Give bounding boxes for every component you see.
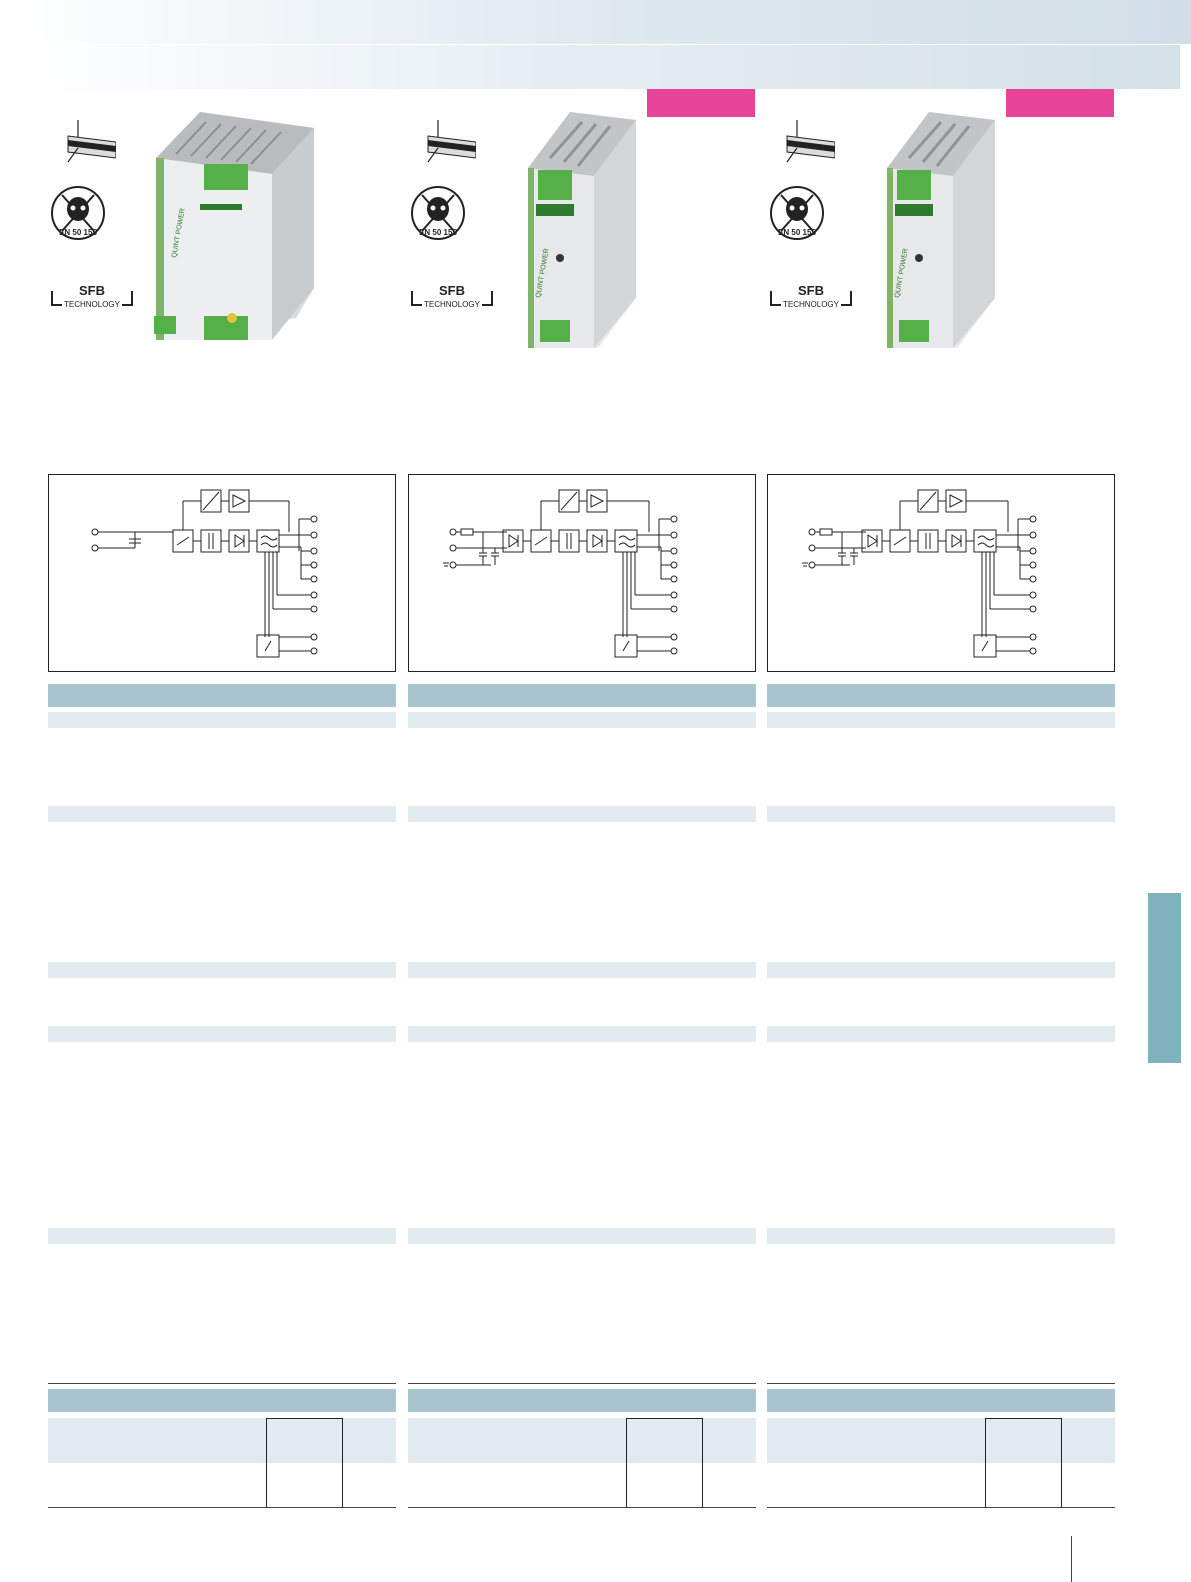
ordering-data-header: [48, 1389, 396, 1412]
section-divider: [767, 1383, 1115, 1384]
product-column-3: [767, 0, 1117, 1582]
spec-subheader-efficiency: [408, 962, 756, 978]
en-50155-label: EN 50 155: [419, 228, 457, 237]
spec-subheader-output: [408, 806, 756, 822]
section-divider: [48, 1383, 396, 1384]
spec-subheader-general: [767, 1026, 1115, 1042]
spec-subheader-approvals: [767, 1228, 1115, 1244]
new-badge: [1006, 89, 1114, 117]
ordering-table-bottom-rule: [48, 1507, 396, 1508]
ordering-data-header: [408, 1389, 756, 1412]
en-50155-label: EN 50 155: [59, 228, 97, 237]
spec-subheader-efficiency: [767, 962, 1115, 978]
spec-subheader-output: [767, 806, 1115, 822]
order-table-rule: [266, 1418, 342, 1419]
spec-subheader-approvals: [48, 1228, 396, 1244]
power-supply-product-image: [520, 108, 640, 359]
order-table-rule: [702, 1418, 703, 1508]
order-table-rule: [1061, 1418, 1062, 1508]
spec-subheader-input: [767, 712, 1115, 728]
spec-subheader-general: [408, 1026, 756, 1042]
ordering-data-row: [767, 1418, 1115, 1463]
sfb-label: SFB: [798, 283, 824, 298]
order-table-rule: [342, 1418, 343, 1508]
spec-section-header: [48, 684, 396, 707]
ordering-table-bottom-rule: [408, 1507, 756, 1508]
order-table-rule: [626, 1418, 627, 1508]
ordering-data-row: [408, 1418, 756, 1463]
spec-section-header: [767, 684, 1115, 707]
power-supply-product-image: [136, 108, 316, 359]
spec-subheader-output: [48, 806, 396, 822]
product-label: QUINT POWER: [894, 247, 910, 299]
spec-subheader-efficiency: [48, 962, 396, 978]
en-50155-approval-icon: [50, 185, 106, 241]
en-50155-label: EN 50 155: [778, 228, 816, 237]
chapter-side-tab[interactable]: [1148, 893, 1181, 1063]
section-divider: [408, 1383, 756, 1384]
block-diagram: [767, 474, 1115, 672]
order-table-rule: [626, 1418, 702, 1419]
sfb-sublabel: TECHNOLOGY: [423, 300, 481, 309]
ordering-data-row: [48, 1418, 396, 1463]
din-rail-icon: [775, 118, 835, 166]
block-diagram: [408, 474, 756, 672]
order-table-rule: [985, 1418, 1061, 1419]
product-label: QUINT POWER: [535, 247, 551, 299]
din-rail-icon: [56, 118, 116, 166]
spec-subheader-approvals: [408, 1228, 756, 1244]
spec-subheader-input: [48, 712, 396, 728]
sfb-technology-icon: [767, 283, 855, 311]
spec-section-header: [408, 684, 756, 707]
spec-subheader-general: [48, 1026, 396, 1042]
sfb-sublabel: TECHNOLOGY: [63, 300, 121, 309]
ordering-table-bottom-rule: [767, 1507, 1115, 1508]
product-label: QUINT POWER: [171, 207, 187, 259]
product-column-1: [48, 0, 398, 1582]
sfb-label: SFB: [439, 283, 465, 298]
sfb-sublabel: TECHNOLOGY: [782, 300, 840, 309]
sfb-technology-icon: [408, 283, 496, 311]
din-rail-icon: [416, 118, 476, 166]
sfb-label: SFB: [79, 283, 105, 298]
order-table-rule: [266, 1418, 267, 1508]
product-column-2: [408, 0, 758, 1582]
sfb-technology-icon: [48, 283, 136, 311]
power-supply-product-image: [879, 108, 999, 359]
en-50155-approval-icon: [410, 185, 466, 241]
new-badge: [647, 89, 755, 117]
ordering-data-header: [767, 1389, 1115, 1412]
en-50155-approval-icon: [769, 185, 825, 241]
block-diagram: [48, 474, 396, 672]
spec-subheader-input: [408, 712, 756, 728]
order-table-rule: [985, 1418, 986, 1508]
